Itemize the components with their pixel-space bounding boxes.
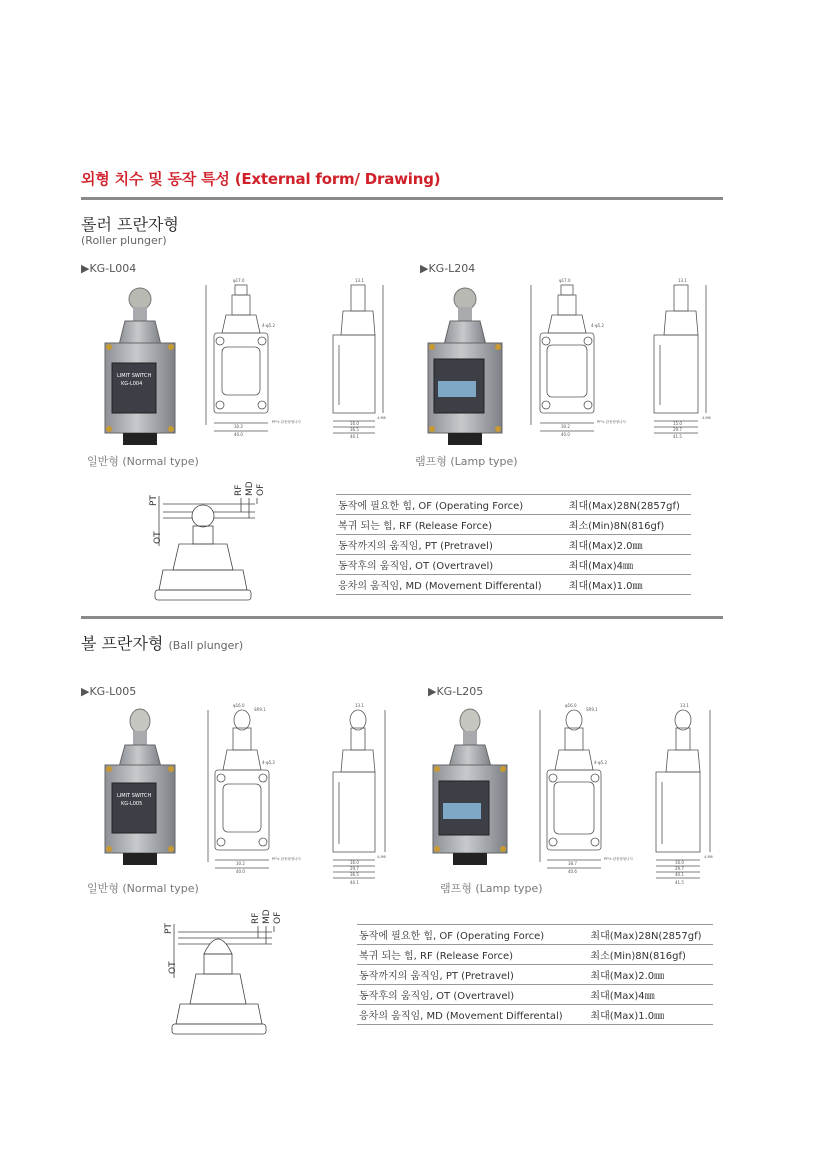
table-row bbox=[336, 535, 691, 555]
table-row bbox=[357, 965, 713, 985]
dim-text: 13.1 bbox=[355, 703, 364, 708]
spec-value: 최소(Min)8N(816gf) bbox=[561, 515, 691, 535]
drawing-front-kg-l204 bbox=[525, 275, 626, 440]
caption-normal-type-roller: 일반형 (Normal type) bbox=[87, 455, 199, 468]
dim-text: 4-M6 bbox=[702, 416, 711, 420]
spec-label: 복귀 되는 힘, RF (Release Force) bbox=[336, 515, 561, 535]
dim-text: 4-M6 bbox=[377, 416, 386, 420]
drawing-side-kg-l004 bbox=[325, 275, 390, 440]
caption-normal-type-ball: 일반형 (Normal type) bbox=[87, 882, 199, 895]
dim-text: φ17.0 bbox=[559, 278, 571, 283]
product-photo-kg-l205 bbox=[425, 705, 515, 870]
table-row bbox=[357, 1005, 713, 1025]
section-divider bbox=[81, 616, 723, 619]
roller-spec-table bbox=[336, 494, 691, 595]
dim-text: 36.5 bbox=[350, 427, 359, 432]
dim-text: 29.7 bbox=[673, 427, 682, 432]
model-label-kg-l204: ▶KG-L204 bbox=[420, 262, 476, 275]
spec-label: 동작에 필요한 힘, OF (Operating Force) bbox=[336, 495, 561, 515]
spec-label: 동작후의 움직임, OT (Overtravel) bbox=[357, 985, 582, 1005]
dim-text: 30.2 bbox=[561, 424, 570, 429]
dim-text: 13.1 bbox=[678, 278, 687, 283]
dim-text: 13.1 bbox=[355, 278, 364, 283]
dim-text: 40.0 bbox=[234, 432, 243, 437]
of-label: OF bbox=[273, 911, 283, 924]
dim-text: 4-φ5.2 bbox=[594, 760, 607, 765]
dim-text: PF½ 관용평형나사 bbox=[604, 857, 633, 861]
drawing-side-kg-l204 bbox=[648, 275, 718, 440]
dim-text: PF½ 관용평형나사 bbox=[272, 420, 301, 424]
dim-text: 4-M6 bbox=[704, 855, 713, 859]
model-label-kg-l205: ▶KG-L205 bbox=[428, 685, 484, 698]
model-label-kg-l004: ▶KG-L004 bbox=[81, 262, 137, 275]
product-photo-kg-l004 bbox=[95, 285, 185, 450]
dim-text: φ16.0 bbox=[233, 703, 245, 708]
roller-section-title: 롤러 프란자형 bbox=[81, 215, 179, 234]
of-label: OF bbox=[256, 483, 266, 496]
dim-text: 40.1 bbox=[350, 880, 359, 885]
dim-text: 40.1 bbox=[675, 872, 684, 877]
page-title: 외형 치수 및 동작 특성 (External form/ Drawing) bbox=[81, 170, 441, 188]
drawing-front-kg-l004 bbox=[200, 275, 301, 440]
photo-badge-model: KG-L004 bbox=[121, 381, 143, 387]
section-divider bbox=[81, 197, 723, 200]
photo-badge-text: LIMIT SWITCH bbox=[117, 373, 152, 379]
spec-value: 최대(Max)2.0㎜ bbox=[582, 965, 713, 985]
dim-text: PF½ 관용평형나사 bbox=[597, 420, 626, 424]
spec-value: 최대(Max)28N(2857gf) bbox=[561, 495, 691, 515]
drawing-side-kg-l205 bbox=[650, 698, 722, 888]
dim-text: 16.0 bbox=[675, 860, 684, 865]
spec-label: 복귀 되는 힘, RF (Release Force) bbox=[357, 945, 582, 965]
dim-text: 16.0 bbox=[350, 860, 359, 865]
table-row bbox=[336, 555, 691, 575]
dim-text: 30.2 bbox=[234, 424, 243, 429]
spec-value: 최대(Max)1.0㎜ bbox=[582, 1005, 713, 1025]
model-label-kg-l005: ▶KG-L005 bbox=[81, 685, 137, 698]
spec-value: 최소(Min)8N(816gf) bbox=[582, 945, 713, 965]
dim-text: φ17.0 bbox=[233, 278, 245, 283]
photo-badge-text: LIMIT SWITCH bbox=[117, 793, 152, 799]
spec-value: 최대(Max)4㎜ bbox=[561, 555, 691, 575]
dim-text: 36.5 bbox=[350, 872, 359, 877]
pt-label: PT bbox=[149, 495, 159, 506]
ot-label: OT bbox=[168, 961, 178, 974]
drawing-front-kg-l205 bbox=[532, 698, 633, 876]
dim-text: 15.0 bbox=[673, 421, 682, 426]
dim-text: 40.1 bbox=[350, 434, 359, 439]
spec-label: 동작후의 움직임, OT (Overtravel) bbox=[336, 555, 561, 575]
dim-text: 13.1 bbox=[680, 703, 689, 708]
spec-label: 동작에 필요한 힘, OF (Operating Force) bbox=[357, 925, 582, 945]
spec-value: 최대(Max)28N(2857gf) bbox=[582, 925, 713, 945]
md-label: MD bbox=[245, 481, 255, 496]
ot-label: OT bbox=[153, 531, 163, 544]
drawing-side-kg-l005 bbox=[325, 698, 395, 888]
dim-text: SR9.1 bbox=[254, 707, 266, 712]
dim-text: 30.2 bbox=[236, 861, 245, 866]
dim-text: 29.7 bbox=[350, 866, 359, 871]
product-photo-kg-l204 bbox=[420, 285, 510, 450]
roller-section-subtitle: (Roller plunger) bbox=[81, 234, 167, 247]
caption-lamp-type-ball: 램프형 (Lamp type) bbox=[440, 882, 543, 895]
spec-value: 최대(Max)2.0㎜ bbox=[561, 535, 691, 555]
ball-section-title: 볼 프란자형 bbox=[81, 634, 164, 653]
dim-text: 4-φ5.2 bbox=[262, 323, 275, 328]
spec-value: 최대(Max)4㎜ bbox=[582, 985, 713, 1005]
dim-text: 41.5 bbox=[673, 434, 682, 439]
pt-label: PT bbox=[164, 923, 174, 934]
ball-spec-table bbox=[357, 924, 713, 1025]
rf-label: RF bbox=[234, 484, 244, 496]
table-row bbox=[357, 925, 713, 945]
dim-text: 4-M6 bbox=[377, 855, 386, 859]
dim-text: 40.6 bbox=[568, 869, 577, 874]
ball-section-heading bbox=[81, 631, 243, 654]
dim-text: 16.0 bbox=[350, 421, 359, 426]
spec-label: 동작까지의 움직임, PT (Pretravel) bbox=[357, 965, 582, 985]
table-row bbox=[336, 495, 691, 515]
caption-lamp-type-roller: 램프형 (Lamp type) bbox=[415, 455, 518, 468]
md-label: MD bbox=[262, 909, 272, 924]
dim-text: 40.0 bbox=[236, 869, 245, 874]
table-row bbox=[336, 575, 691, 595]
spec-label: 응차의 움직임, MD (Movement Differental) bbox=[336, 575, 561, 595]
ball-section-subtitle: (Ball plunger) bbox=[168, 639, 244, 652]
ball-operation-diagram bbox=[160, 908, 285, 1040]
dim-text: 41.5 bbox=[675, 880, 684, 885]
spec-label: 응차의 움직임, MD (Movement Differental) bbox=[357, 1005, 582, 1025]
photo-badge-model: KG-L005 bbox=[121, 801, 143, 807]
dim-text: 40.0 bbox=[561, 432, 570, 437]
spec-value: 최대(Max)1.0㎜ bbox=[561, 575, 691, 595]
table-row bbox=[336, 515, 691, 535]
table-row bbox=[357, 985, 713, 1005]
spec-label: 동작까지의 움직임, PT (Pretravel) bbox=[336, 535, 561, 555]
dim-text: 29.7 bbox=[675, 866, 684, 871]
table-row bbox=[357, 945, 713, 965]
dim-text: 38.7 bbox=[568, 861, 577, 866]
roller-operation-diagram bbox=[145, 478, 270, 606]
dim-text: SR9.1 bbox=[586, 707, 598, 712]
dim-text: PF½ 관용평형나사 bbox=[272, 857, 301, 861]
rf-label: RF bbox=[251, 912, 261, 924]
dim-text: φ16.0 bbox=[565, 703, 577, 708]
dim-text: 4-φ5.2 bbox=[591, 323, 604, 328]
product-photo-kg-l005 bbox=[95, 705, 185, 870]
drawing-front-kg-l005 bbox=[200, 698, 301, 876]
dim-text: 4-φ5.2 bbox=[262, 760, 275, 765]
